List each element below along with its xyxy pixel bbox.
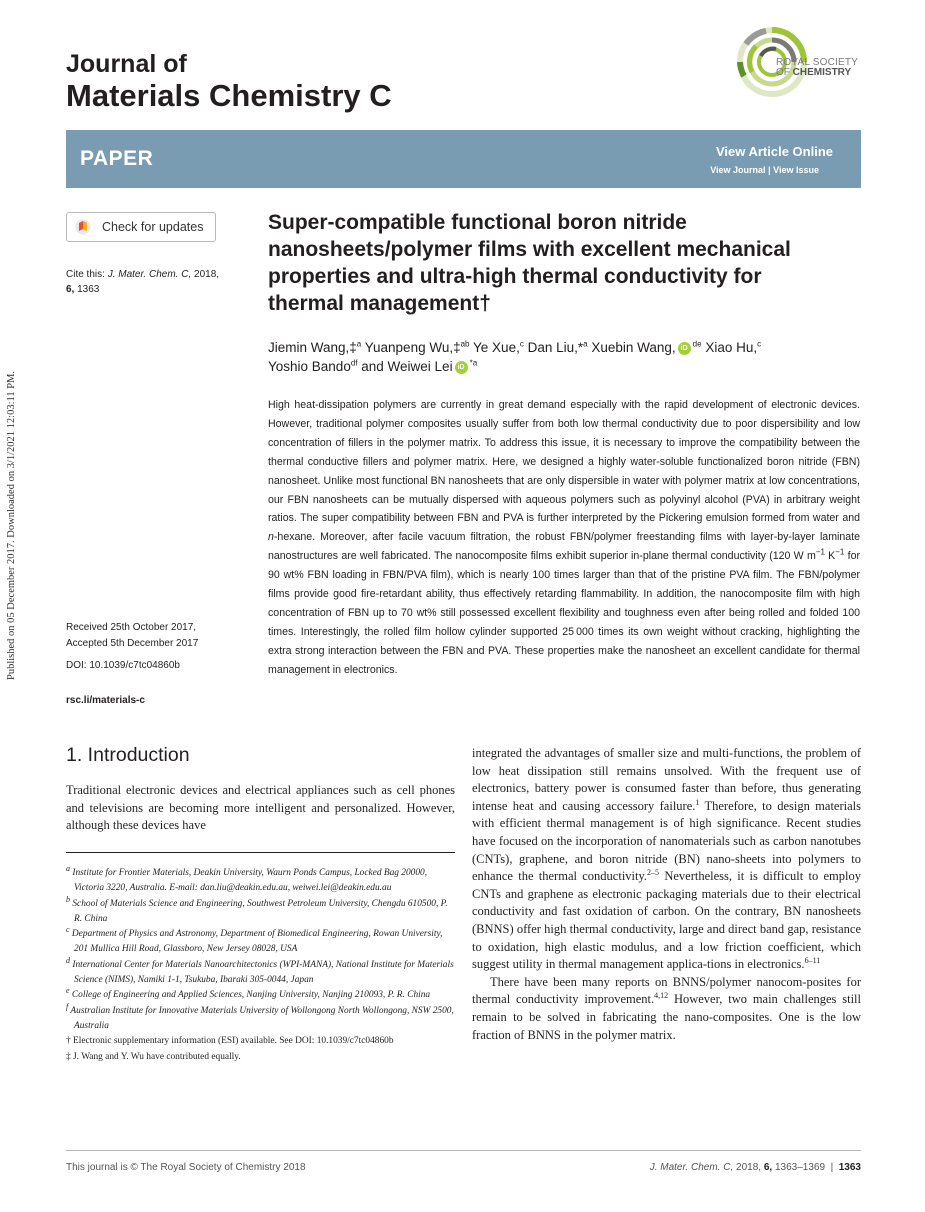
esi-footnote: † Electronic supplementary information (ESI) available. See DOI: 10.1039/c7tc04860b [66,1036,394,1047]
affiliation-footnote: $^b$ School of Materials Science and Engineering, Southwest Petroleum University, Chengdu 610500, P. R. China [66,894,448,924]
check-for-updates-label: Check for updates [102,220,204,234]
affiliation-footnote: $^a$ Institute for Frontier Materials, Deakin University, Waurn Ponds Campus, Locked Bag 20000, Victoria 3220, Australia. E-mail: dan.liu@deakin.edu.au, weiwei.lei@deakin.edu.au [66,863,428,894]
article-type-banner [66,130,861,188]
article-type-label: PAPER [80,147,154,170]
journal-name-line2: Materials Chemistry C [66,78,392,113]
received-dates: Received 25th October 2017, Accepted 5th December 2017 [66,622,199,649]
view-issue-link[interactable]: View Issue [773,165,819,175]
orcid-icon[interactable]: iD [455,361,468,374]
intro-paragraph-left: Traditional electronic devices and electrical appliances such as cell phones and televisions are becoming more intelligent and personalized. However, although these devices have [66,783,455,833]
affiliation-footnote: $^c$ Department of Physics and Astronomy, Department of Biomedical Engineering, Rowan University, 201 Mullica Hill Road, Glassboro, New Jersey 08028, USA [66,925,443,955]
download-note: Published on 05 December 2017. Downloaded on 3/1/2021 12:03:11 PM. [6,370,17,680]
bookmark-icon [75,219,91,235]
copyright-footer: This journal is © The Royal Society of Chemistry 2018 [66,1162,306,1173]
intro-column-right [472,745,861,1044]
section-heading: 1. Introduction [66,744,190,766]
publisher-name-line1: ROYAL SOCIETY [776,57,859,68]
author-list: Jiemin Wang,‡$^a$ Yuanpeng Wu,‡$^{ab}$ Ye Xue,$^c$ Dan Liu,*$^a$ Xuebin Wang, iD $^{de}$ Xiao Hu,$^c$ Yoshio Bando$^{df}$ and Weiwei Lei iD $^{*a}$ [268,339,762,374]
doi: DOI: 10.1039/c7tc04860b [66,660,180,671]
affiliation-footnote: $^f$ Australian Institute for Innovative Materials University of Wollongong North Wollongong, NSW 2500, Australia [66,1001,454,1031]
article-title: Super-compatible functional boron nitride nanosheets/polymer films with excellent mechanical properties and ultra-high thermal conductivity for thermal management† [268,211,791,315]
footnote-divider [66,852,455,853]
affiliation-footnote: $^e$ College of Engineering and Applied Sciences, Nanjing University, Nanjing 210093, P. R. China [66,986,431,1001]
intro-paragraph: There have been many reports on BNNS/polymer nanocom-posites for thermal conductivity improvement.$^{4,12}$ However, two main challenges still remain to be solved in fabricating the nano-composites. One is the low fraction of BNNS in the polymer matrix. [472,974,861,1042]
equal-contribution-footnote: ‡ J. Wang and Y. Wu have contributed equally. [66,1051,241,1062]
page-citation-footer: J. Mater. Chem. C, 2018, 6, 1363–1369 | 1363 [649,1162,861,1173]
view-links: View Journal | View Issue [710,165,819,175]
journal-link[interactable]: rsc.li/materials-c [66,695,145,706]
intro-paragraph: integrated the advantages of smaller size and multi-functions, the problem of low heat dissipation still remains unsolved. With the frequent use of electronics, battery power is consumed faster than before, thus generating intense heat and causing accessory failure.$^1$ Therefore, to design materials with efficient thermal management is of high significance. Recent studies have focused on the incorporation of nanomaterials such as carbon nanotubes (CNTs), graphene, and boron nitride (BN) nano-sheets into polymers to enhance the thermal conductivity.$^{2-5}$ Nevertheless, it is difficult to employ CNTs and graphene as electronic packaging materials due to their electrical conductivity and fast oxidation of carbon. On the contrary, BN nanosheets (BNNS) offer high thermal conductivity, large and direct band gap, resistance to oxidation, high elastic modulus, and a low friction coefficient, which suggest utility in thermal management applica-tions in electronics.$^{6-11}$ [472,746,861,972]
view-article-online-link[interactable]: View Article Online [715,144,833,159]
footnotes [66,863,455,1065]
abstract: High heat-dissipation polymers are currently in great demand especially with the rapid development of electronic devices. However, traditional polymer composites usually suffer from both low thermal conductivity due to poor dispersibility and low concentration of fillers in the polymer matrix. To address this issue, it is necessary to improve the compatibility between the thermal conductive fillers and polymer matrix. Here, we designed a highly water-soluble functionalized boron nitride (FBN) nanosheet. Unlike most functional BN nanosheets that are only dispersible in water with polymer matrix at low concentrations, our FBN nanosheets can be mutually dispersed with aqueous polymers such as polyvinyl alcohol (PVA) in arbitrary weight ratios. The super compatibility between FBN and PVA is further interpreted by the Pickering emulsion formed from water and n-hexane. Moreover, after facile vacuum filtration, the robust FBN/polymer freestanding films with layer-by-layer laminate nanostructures are well fabricated. The nanocomposite films exhibit superior in-plane thermal conductivity (120 W $m^{-1}$ $K^{-1}$ for 90 wt% FBN loading in FBN/PVA film), which is nearly 100 times larger than that of the pristine PVA film. The FBN/polymer films provide good fire-retardant ability, thus effectively retarding flammability. In addition, the nanocomposite film with high concentration of FBN up to 70 wt% still possessed excellent flexibility and toughness even after being rolled and folded 100 times. Interestingly, the rolled film hollow cylinder supported 25 000 times its own weight without cracking, highlighting the extra strong interaction between the FBN and PVA. These properties make the nanosheet an excellent candidate for thermal management in electronics. [268,399,861,676]
affiliation-footnote: $^d$ International Center for Materials Nanoarchitectonics (WPI-MANA), National Institute for Materials Science (NIMS), Namiki 1-1, Tsukuba, Ibaraki 305-0044, Japan [66,955,454,986]
check-for-updates-button[interactable] [66,212,216,242]
footer-divider [66,1150,861,1151]
page-number: 1363 [838,1162,861,1173]
citation-info: Cite this: J. Mater. Chem. C, 2018, 6, 1363 [66,269,220,295]
journal-name-line1: Journal of [66,50,187,78]
orcid-icon[interactable]: iD [678,342,691,355]
view-journal-link[interactable]: View Journal [710,165,766,175]
publisher-name-line2: OF CHEMISTRY [776,67,852,78]
